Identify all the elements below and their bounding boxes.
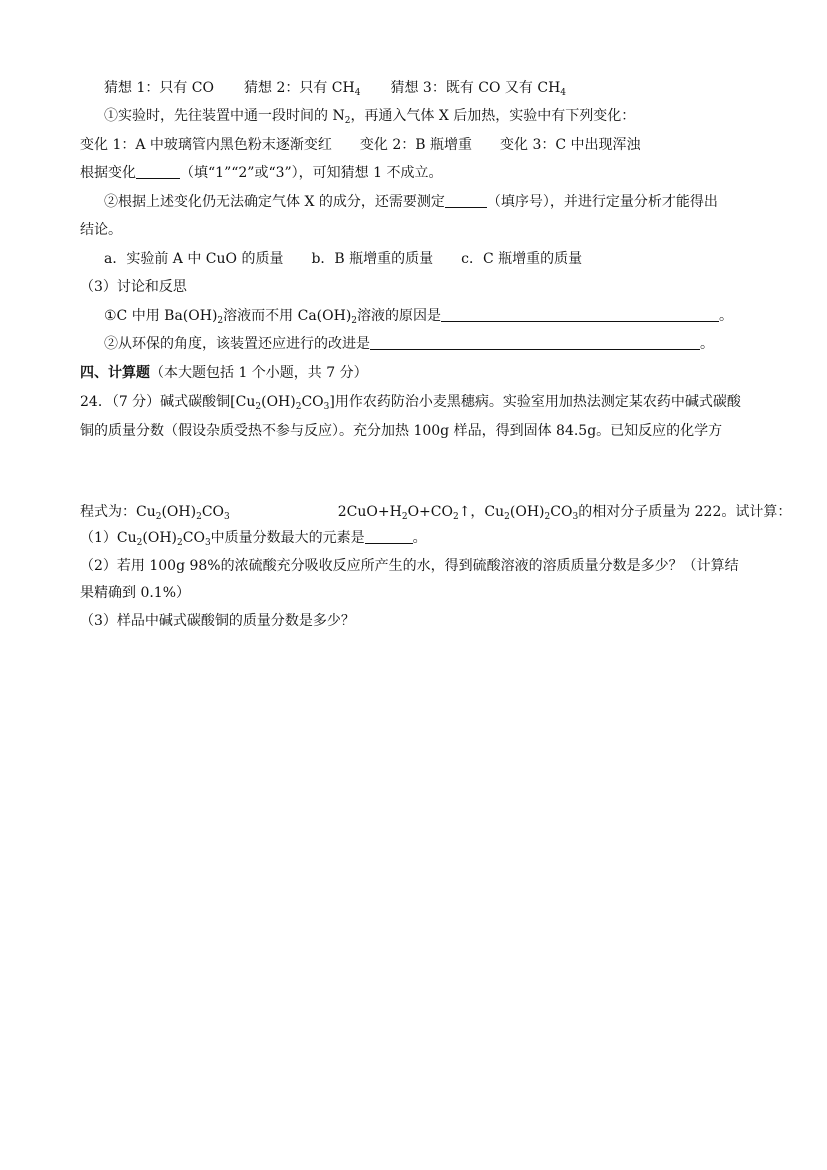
step2-line1: ②根据上述变化仍无法确定气体 X 的成分，还需要测定 （填序号），并进行定量分析才能得出 (104, 194, 718, 210)
step2-line2: 结论。 (80, 222, 122, 238)
discussion-q2: ②从环保的角度，该装置还应进行的改进是 。 (104, 336, 714, 352)
section4-note: （本大题包括 1 个小题，共 7 分） (150, 365, 368, 381)
changes-line (80, 135, 641, 155)
answer-blank-reason (441, 307, 719, 322)
answer-blank-improve (370, 335, 700, 350)
guess-3: 猜想 3：既有 CO 又有 CH (390, 80, 561, 96)
section4-title: 四、计算题 (80, 365, 150, 381)
guess-1: 猜想 1：只有 CO (104, 80, 214, 96)
guesses-line: 猜想 1：只有 CO 猜想 2：只有 $CH_4$ 猜想 3：既有 CO 又有 $CH_4$ (104, 80, 567, 98)
q24-part2-line2: 果精确到 0.1%） (80, 585, 191, 601)
q24-part1: $(1)Cu_2(OH)_2CO_3$中质量分数最大的元素是 。 (80, 530, 427, 548)
answer-blank-measure (445, 193, 487, 208)
change-2: 变化 2：B 瓶增重 (359, 137, 473, 153)
answer-blank-element (365, 529, 413, 544)
q24-line1: 24．（7 分）碱式碳酸铜$[Cu_2(OH)_2CO_3]$用作农药防治小麦黑穗病。实验室用加热法测定某农药中碱式碳酸 (80, 394, 741, 412)
change-3: 变化 3：C 中出现浑浊 (500, 137, 641, 153)
change-1: 变化 1：A 中玻璃管内黑色粉末逐渐变红 (80, 137, 332, 153)
discussion-title: （3）讨论和反思 (80, 279, 187, 295)
q24-part3: （3）样品中碱式碳酸铜的质量分数是多少？ (80, 613, 355, 629)
answer-blank-change (136, 164, 180, 179)
guess-2: 猜想 2：只有 CH (244, 80, 355, 96)
option-c: c．C 瓶增重的质量 (461, 251, 583, 267)
option-b: b．B 瓶增重的质量 (311, 251, 434, 267)
basis-line: 根据变化 （填“1”“2”或“3”），可知猜想 1 不成立。 (80, 165, 443, 181)
q24-part2-line1: （2）若用 100g 98%的浓硫酸充分吸收反应所产生的水，得到硫酸溶液的溶质质量分数是多少？（计算结 (80, 558, 739, 574)
discussion-q1: ①C 中用 $Ba(OH)_2$溶液而不用 $Ca(OH)_2$溶液的原因是 。 (104, 308, 734, 326)
section4-heading (80, 363, 368, 383)
options-line (104, 249, 582, 269)
q24-line2: 铜的质量分数（假设杂质受热不参与反应）。充分加热 100g 样品，得到固体 84.5g。已知反应的化学方 (80, 423, 723, 439)
option-a: a．实验前 A 中 CuO 的质量 (104, 251, 284, 267)
q24-equation-line: 程式为：$Cu_2(OH)_2CO_3$ $2CuO+H_2O+CO_2↑$，$Cu_2(OH)_2CO_3$的相对分子质量为 222。试计算： (80, 504, 792, 522)
step1-line: ①实验时，先往装置中通一段时间的 $N_2$，再通入气体 X 后加热，实验中有下列变化： (104, 108, 636, 126)
